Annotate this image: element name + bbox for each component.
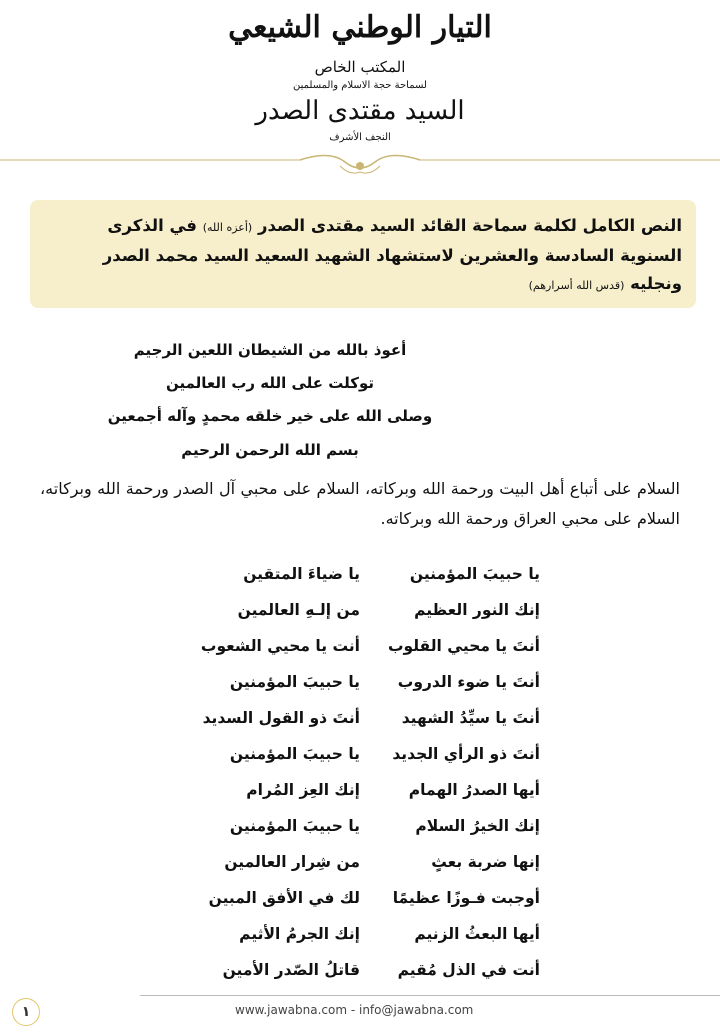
footer-website-link[interactable]: www.jawabna.com - info@jawabna.com: [235, 1003, 474, 1017]
poem-verse: أنت في الذل مُقيم قاتلُ الصّدر الأمين: [222, 961, 540, 979]
poem-verse: إنك الخيرُ السلام يا حبيبَ المؤمنين: [229, 817, 540, 835]
poem-verse: أنتَ ذو الرأي الجديد يا حبيبَ المؤمنين: [229, 745, 540, 763]
ornament-divider-icon: [0, 150, 720, 190]
poem-verse: أيها الصدرُ الهمام إنك العِز المُرام: [246, 781, 540, 799]
greeting-paragraph: السلام على أتباع أهل البيت ورحمة الله وبركاته، السلام على محبي آل الصدر ورحمة الله وبركاته، السلام على محبي العراق ورحمة الله وبركاته.: [40, 479, 680, 528]
page-number: ١: [12, 998, 40, 1026]
title-banner: [30, 200, 696, 308]
poem-verse: يا حبيبَ المؤمنين يا ضياءَ المتقين: [243, 565, 540, 583]
letterhead: [0, 0, 720, 170]
office-label: المكتب الخاص: [314, 58, 406, 76]
place-label: النجف الأشرف: [329, 132, 391, 143]
footer-divider: [140, 995, 720, 996]
poem-verse: أنتَ يا ضوء الدروب يا حبيبَ المؤمنين: [229, 673, 540, 691]
banner-line-3: ونجليه (قدس الله أسرارهم): [528, 274, 682, 293]
invocation-line: أعوذ بالله من الشيطان اللعين الرجيم: [133, 341, 407, 359]
poem-verse: أنتَ يا سيِّدُ الشهيد أنتَ ذو القول السديد: [202, 709, 540, 727]
invocation-line: وصلى الله على خير خلقه محمدٍ وآله أجمعين: [107, 407, 433, 425]
leader-name: السيد مقتدى الصدر: [255, 96, 465, 126]
invocation-line: توكلت على الله رب العالمين: [165, 374, 375, 392]
poem-verse: أنتَ يا محيي القلوب أنت يا محيي الشعوب: [200, 637, 540, 655]
poem-verse: أوجبت فـوزًا عظيمًا لك في الأفق المبين: [208, 889, 540, 907]
honorific-label: لسماحة حجة الاسلام والمسلمين: [293, 80, 427, 91]
banner-line-1: النص الكامل لكلمة سماحة القائد السيد مقتدى الصدر (أعزه الله) في الذكرى: [107, 216, 682, 235]
poem-verse: أيها البعثُ الزنيم إنك الجرمُ الأثيم: [239, 925, 540, 943]
org-title: التيار الوطني الشيعي: [228, 10, 492, 45]
poem-verse: إنك النور العظيم من إلـهِ العالمين: [237, 601, 540, 619]
banner-line-2: السنوية السادسة والعشرين لاستشهاد الشهيد السعيد السيد محمد الصدر: [102, 246, 682, 265]
poem-verse: إنها ضربة بعثٍ من شِرار العالمين: [224, 853, 540, 871]
invocation-line: بسم الله الرحمن الرحيم: [181, 441, 359, 459]
